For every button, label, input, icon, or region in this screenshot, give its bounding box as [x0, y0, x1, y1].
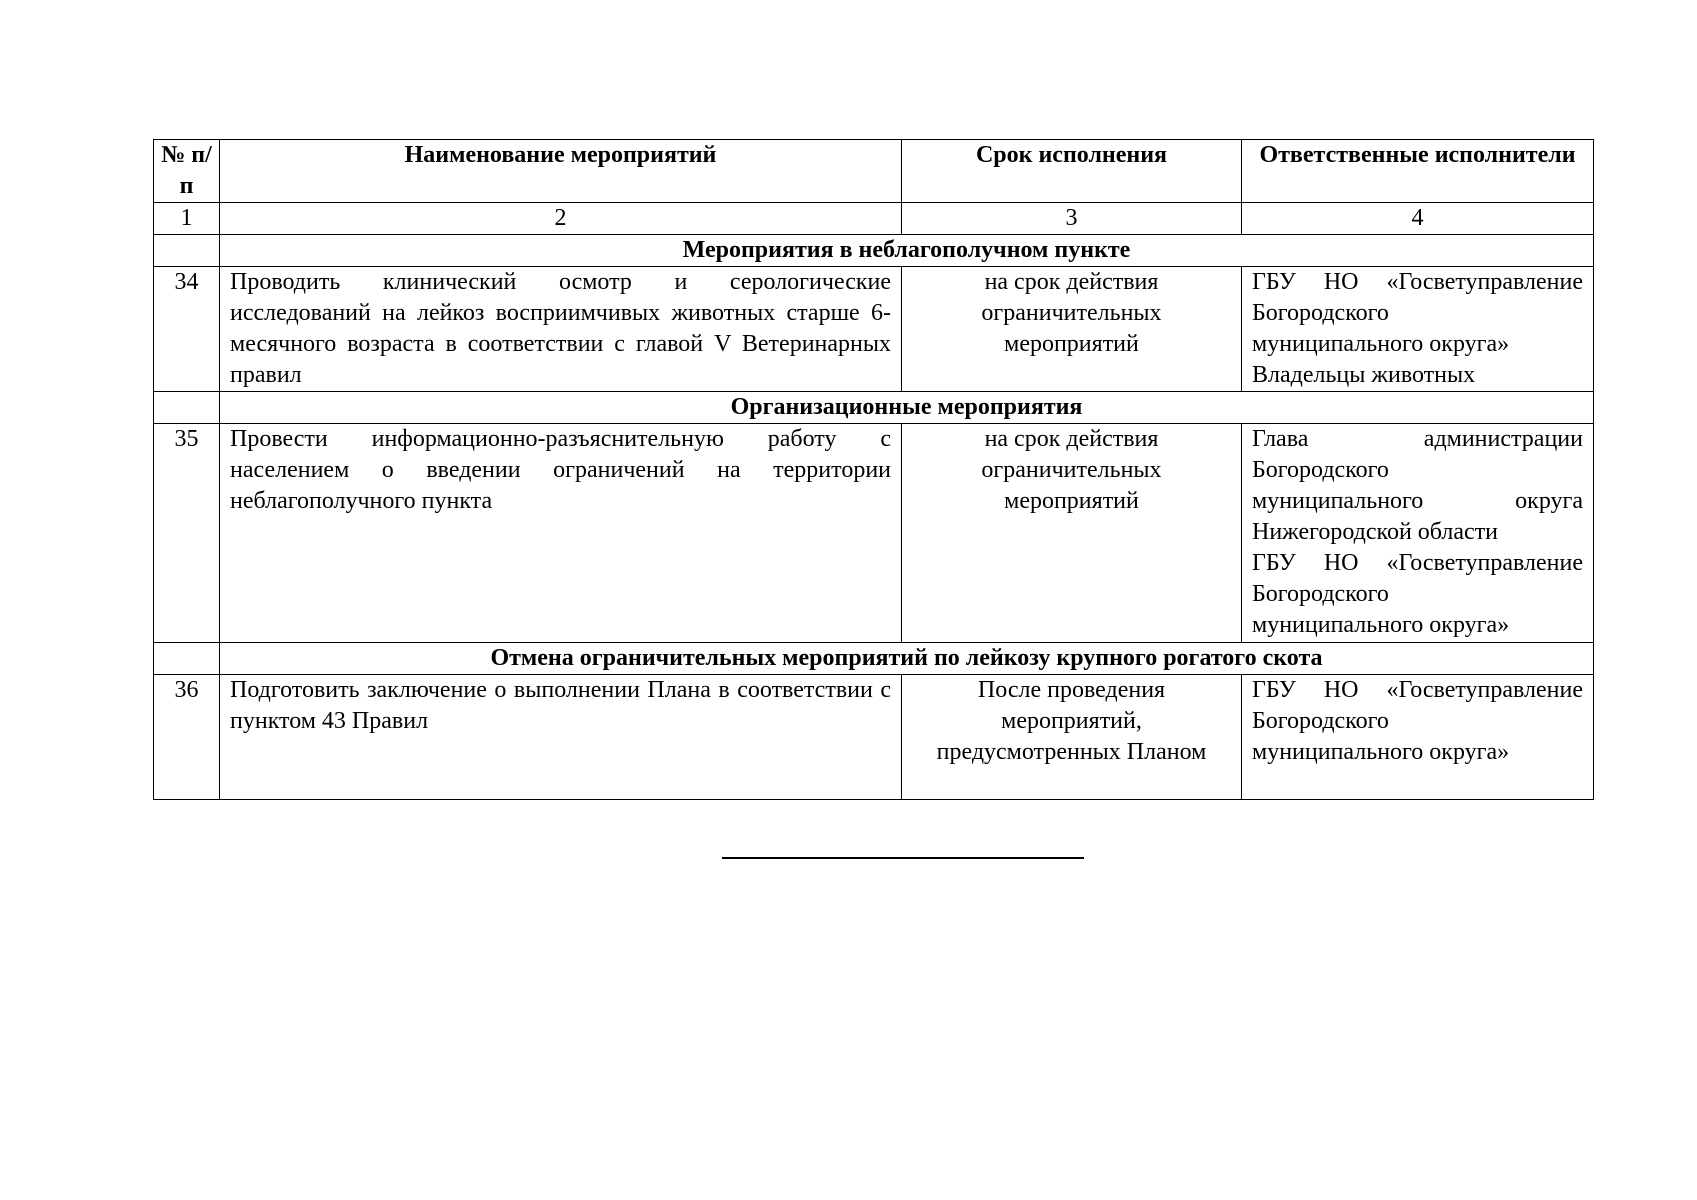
responsible-line: ГБУ НО «Госветуправление: [1252, 550, 1583, 576]
table-row: [154, 675, 1594, 800]
responsible-line: Нижегородской области: [1252, 519, 1499, 545]
responsible-line: Богородского: [1252, 300, 1389, 326]
row-measure-name: Проводить клинический осмотр и серологические исследований на лейкоз восприимчивых животных старше 6-месячного возраста в соответствии с главой V Ветеринарных правил: [220, 267, 902, 392]
responsible-line: Глава администрации: [1252, 426, 1583, 452]
row-measure-name: Провести информационно-разъяснительную работу с населением о введении ограничений на территории неблагополучного пункта: [220, 424, 902, 643]
header-name: Наименование мероприятий: [220, 140, 902, 203]
responsible-line: муниципального округа»: [1252, 739, 1510, 765]
table-row: [154, 267, 1594, 392]
responsible-line: Владельцы животных: [1252, 362, 1476, 388]
section-title-row: [154, 643, 1594, 675]
row-measure-name: Подготовить заключение о выполнении Плана в соответствии с пунктом 43 Правил: [220, 675, 902, 800]
row-term: на срок действия ограничительных мероприятий: [902, 424, 1242, 643]
responsible-line: муниципального округа»: [1252, 612, 1510, 638]
responsible-line: Богородского: [1252, 457, 1389, 483]
responsible-line: ГБУ НО «Госветуправление: [1252, 269, 1583, 295]
section-title-row: [154, 392, 1594, 424]
column-number-3: 3: [902, 203, 1242, 235]
section-title-row: [154, 235, 1594, 267]
column-number-2: 2: [220, 203, 902, 235]
section-num-empty: [154, 643, 220, 675]
row-responsible: [1242, 267, 1594, 392]
row-term: на срок действия ограничительных мероприятий: [902, 267, 1242, 392]
column-number-4: 4: [1242, 203, 1594, 235]
header-num: № п/п: [154, 140, 220, 203]
row-num: 34: [154, 267, 220, 392]
header-responsible: Ответственные исполнители: [1242, 140, 1594, 203]
row-responsible: [1242, 424, 1594, 643]
column-number-1: 1: [154, 203, 220, 235]
section-num-empty: [154, 235, 220, 267]
document-end-divider: [722, 857, 1084, 859]
row-responsible: [1242, 675, 1594, 800]
measures-plan-table: [153, 139, 1594, 800]
responsible-line: муниципального округа»: [1252, 331, 1510, 357]
section-title: Мероприятия в неблагополучном пункте: [220, 235, 1594, 267]
section-title: Организационные мероприятия: [220, 392, 1594, 424]
header-term: Срок исполнения: [902, 140, 1242, 203]
row-term: После проведения мероприятий, предусмотренных Планом: [902, 675, 1242, 800]
table-row: [154, 424, 1594, 643]
table-header-row: [154, 140, 1594, 203]
column-numbers-row: [154, 203, 1594, 235]
row-num: 36: [154, 675, 220, 800]
section-num-empty: [154, 392, 220, 424]
section-title: Отмена ограничительных мероприятий по лейкозу крупного рогатого скота: [220, 643, 1594, 675]
responsible-line: Богородского: [1252, 581, 1389, 607]
responsible-line: Богородского: [1252, 708, 1389, 734]
row-num: 35: [154, 424, 220, 643]
responsible-line: ГБУ НО «Госветуправление: [1252, 677, 1583, 703]
responsible-line: муниципального округа: [1252, 488, 1583, 514]
